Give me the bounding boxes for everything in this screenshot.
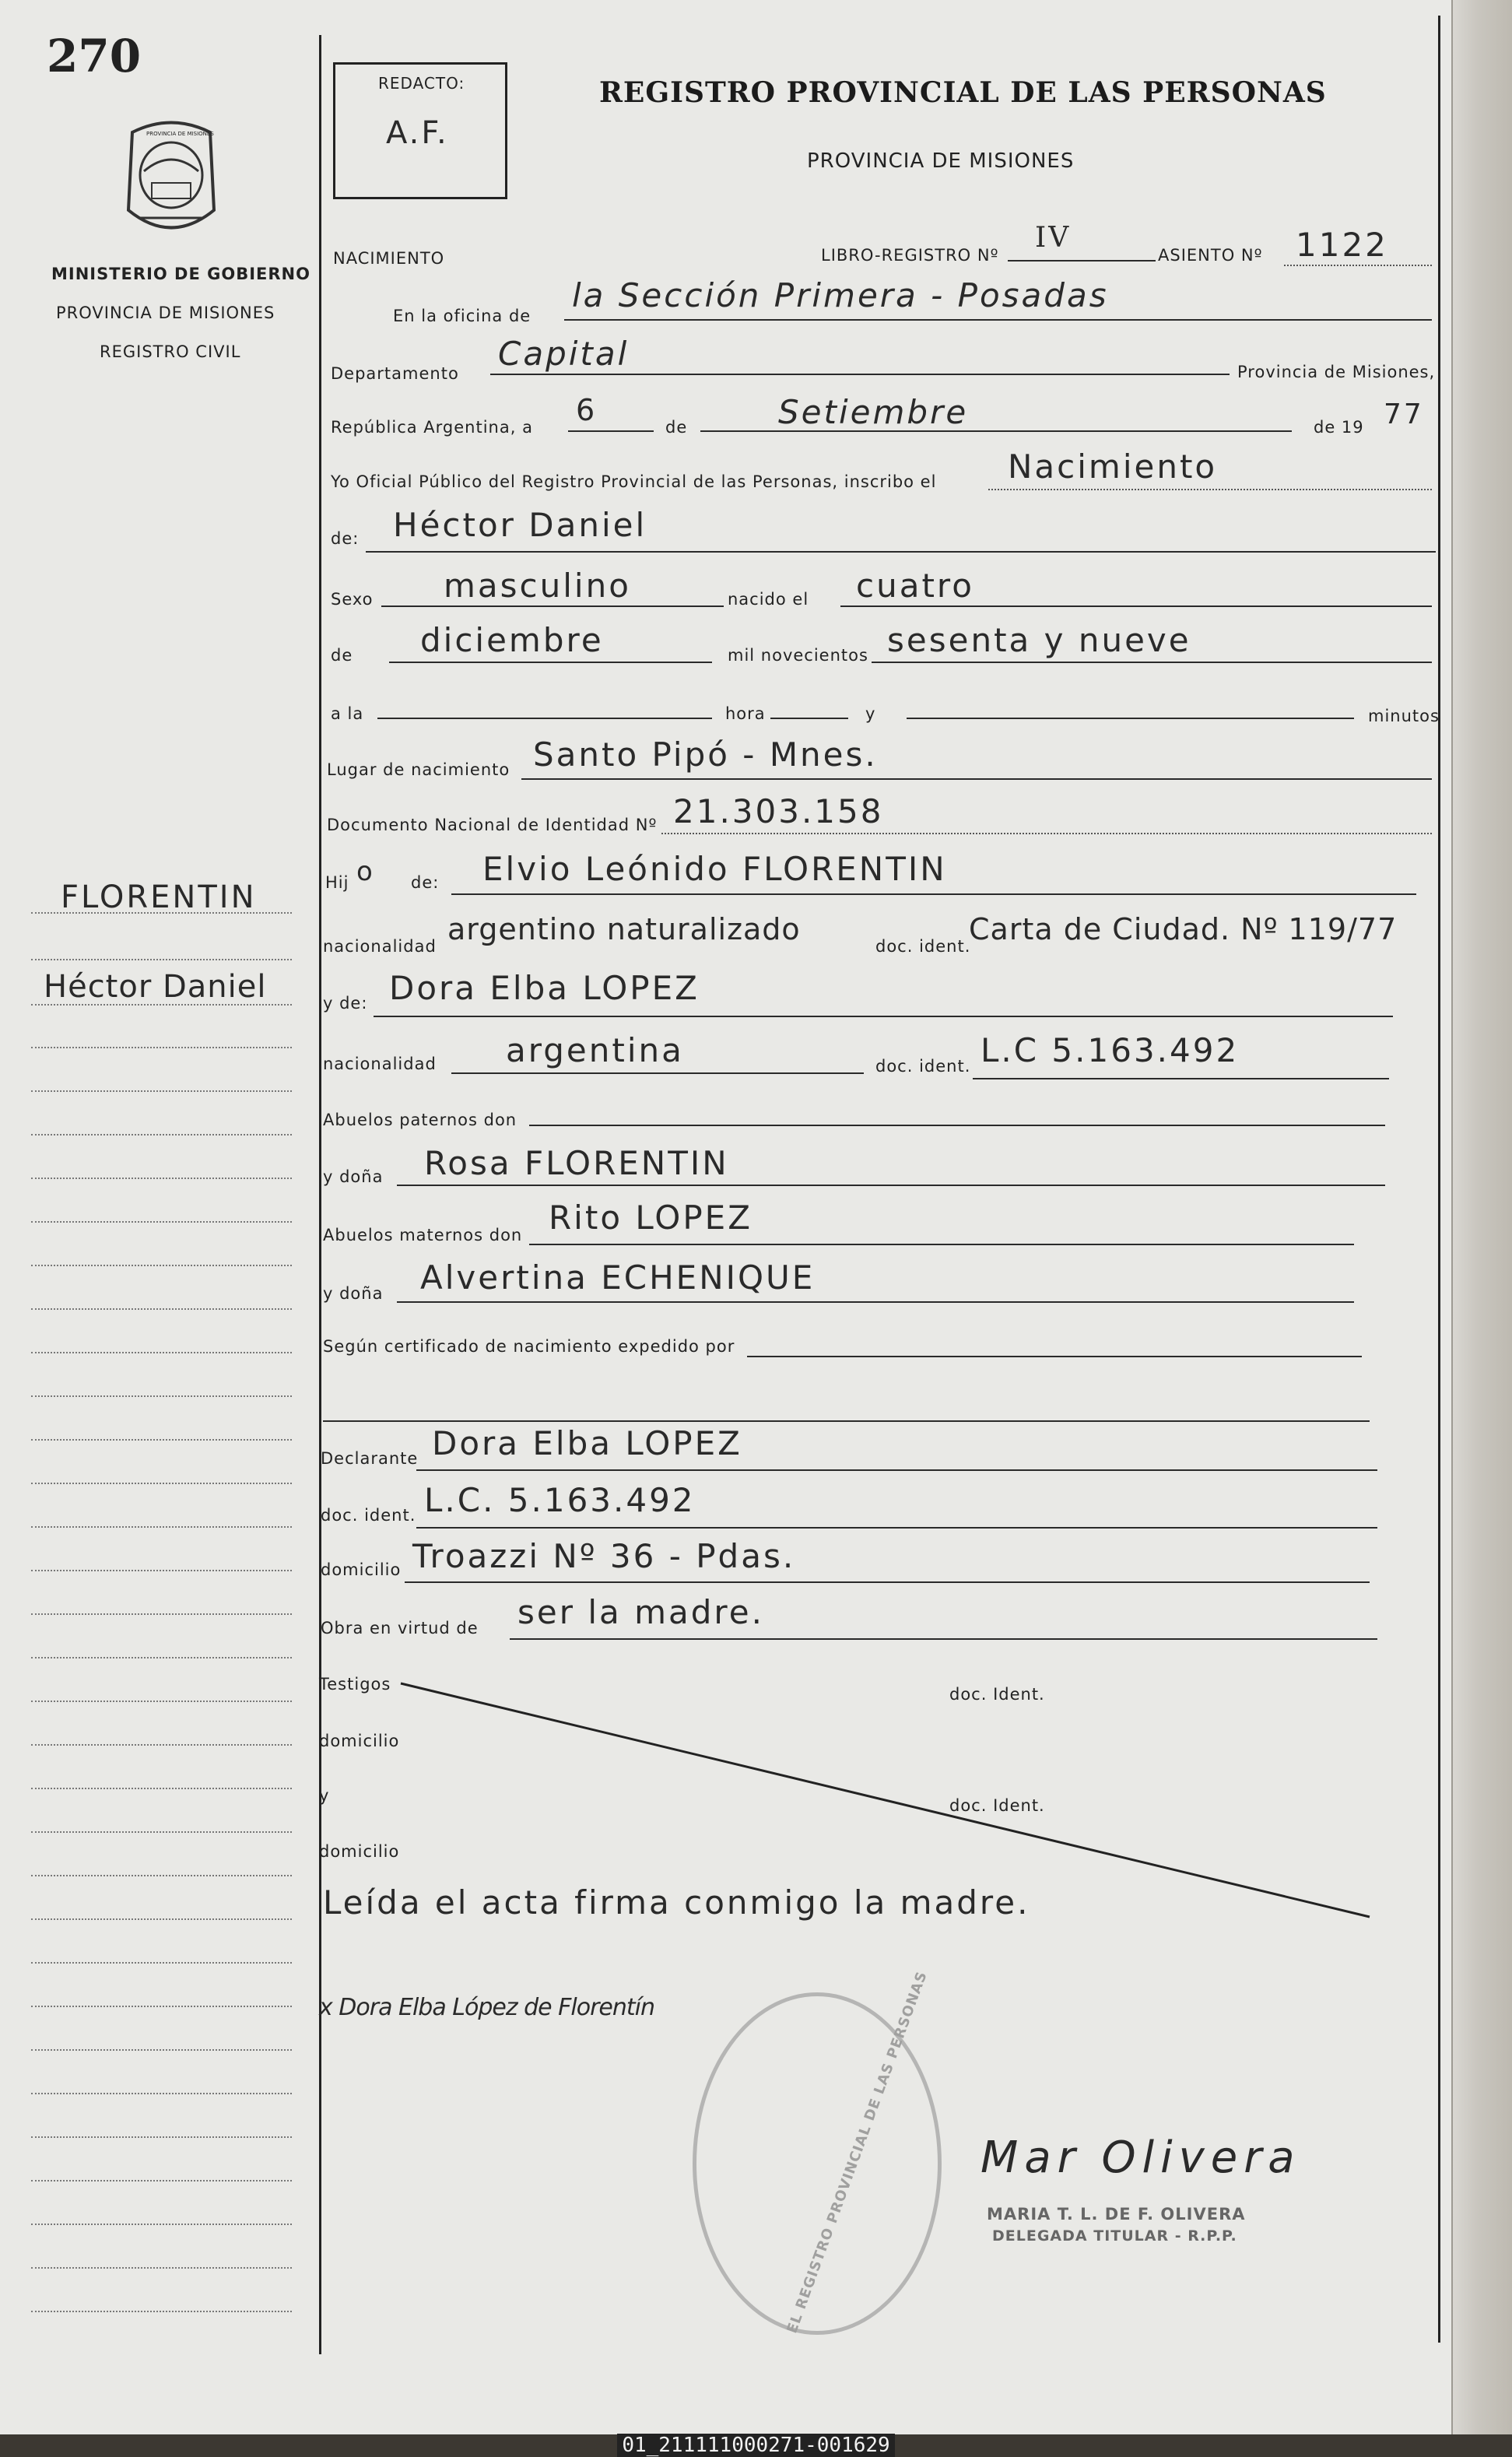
label-declarante: Declarante (321, 1449, 419, 1468)
margin-ruled-line (31, 2093, 292, 2094)
value-padre: Elvio Leónido FLORENTIN (482, 850, 947, 888)
province-name: PROVINCIA DE MISIONES (56, 304, 275, 322)
value-departamento: Capital (498, 335, 630, 373)
label-yo-oficial: Yo Oficial Público del Registro Provincial de las Personas, inscribo el (331, 472, 937, 491)
right-frame-line (1438, 16, 1440, 2343)
label-abuelos-maternos: Abuelos maternos don (323, 1226, 523, 1244)
label-y2: y (319, 1786, 330, 1805)
value-mes-nac: diciembre (420, 621, 604, 659)
label-nacido: nacido el (728, 590, 809, 609)
label-domicilio: domicilio (321, 1560, 402, 1579)
value-mes: Setiembre (778, 393, 969, 431)
line-segun (747, 1356, 1362, 1357)
label-nacimiento: NACIMIENTO (333, 249, 445, 268)
line-libro (1008, 260, 1156, 261)
value-obra: ser la madre. (517, 1593, 764, 1631)
dots-inscribo (988, 489, 1432, 490)
line-lugar (521, 778, 1432, 780)
label-de2: de (331, 646, 353, 665)
label-obra: Obra en virtud de (321, 1619, 479, 1637)
value-abuela-paterna: Rosa FLORENTIN (424, 1144, 729, 1182)
label-sexo: Sexo (331, 590, 374, 609)
label-de-colon: de: (331, 529, 360, 548)
margin-ruled-line (31, 1483, 292, 1484)
label-segun: Según certificado de nacimiento expedido por (323, 1337, 735, 1356)
line-hora (770, 718, 848, 719)
label-doc-ident5: doc. Ident. (949, 1796, 1045, 1815)
margin-given-names: Héctor Daniel (44, 969, 267, 1005)
line-abuelos-paternos (529, 1125, 1385, 1126)
margin-ruled-line (31, 1613, 292, 1615)
label-mil: mil novecientos (728, 646, 868, 665)
line-doc-declarante (416, 1527, 1377, 1529)
image-id: 01_211111000271-001629 (617, 2434, 894, 2457)
label-lugar: Lugar de nacimiento (327, 760, 510, 779)
line-anio-nac (872, 662, 1432, 663)
label-de-19: de 19 (1314, 418, 1364, 437)
margin-ruled-line (31, 2224, 292, 2225)
label-hij-de: de: (411, 873, 440, 892)
value-nacido: cuatro (856, 567, 974, 605)
registry-subtitle: PROVINCIA DE MISIONES (807, 149, 1075, 173)
margin-ruled-line (31, 1265, 292, 1266)
value-dni: 21.303.158 (673, 792, 884, 830)
ministry-name: MINISTERIO DE GOBIERNO (51, 265, 310, 283)
margin-ruled-line (31, 912, 292, 914)
label-nacionalidad2: nacionalidad (323, 1055, 437, 1073)
value-doc-padre: Carta de Ciudad. Nº 119/77 (969, 912, 1398, 946)
value-nac-madre: argentina (506, 1031, 684, 1069)
line-abuela-materna (397, 1301, 1354, 1303)
line-departamento (490, 374, 1230, 375)
value-sexo: masculino (444, 567, 631, 605)
margin-ruled-line (31, 1831, 292, 1833)
value-domicilio: Troazzi Nº 36 - Pdas. (412, 1537, 796, 1575)
label-oficina: En la oficina de (393, 307, 531, 325)
margin-ruled-line (31, 1788, 292, 1789)
value-nac-padre: argentino naturalizado (447, 912, 801, 946)
label-abuelos-paternos: Abuelos paternos don (323, 1111, 517, 1129)
margin-ruled-line (31, 1701, 292, 1702)
page-number: 270 (47, 30, 142, 82)
line-a-la (377, 718, 712, 719)
margin-ruled-line (31, 1395, 292, 1397)
line-mes-nac (389, 662, 712, 663)
book-spine (1451, 0, 1512, 2434)
label-departamento: Departamento (331, 364, 459, 383)
value-declarante: Dora Elba LOPEZ (432, 1424, 742, 1462)
value-oficina: la Sección Primera - Posadas (572, 276, 1109, 314)
margin-ruled-line (31, 1004, 292, 1006)
label-y: y (865, 704, 876, 723)
label-de: de (665, 418, 688, 437)
margin-ruled-line (31, 2049, 292, 2051)
line-mes (700, 430, 1292, 432)
value-nombre: Héctor Daniel (393, 506, 647, 544)
official-stamp (693, 1969, 942, 2336)
label-y-dona2: y doña (323, 1284, 384, 1303)
dots-dni (661, 833, 1432, 834)
line-padre (451, 893, 1416, 895)
label-minutos: minutos (1368, 707, 1440, 725)
margin-ruled-line (31, 2180, 292, 2181)
label-doc-ident2: doc. ident. (875, 1057, 971, 1076)
line-segun-2 (323, 1420, 1370, 1422)
label-y-dona: y doña (323, 1167, 384, 1186)
image-id-footer (0, 2434, 1512, 2457)
label-a-la: a la (331, 704, 364, 723)
line-oficina (564, 319, 1432, 321)
label-y-de: y de: (323, 994, 368, 1013)
line-obra (510, 1638, 1377, 1640)
registry-title: REGISTRO PROVINCIAL DE LAS PERSONAS (599, 76, 1327, 109)
margin-ruled-line (31, 2006, 292, 2007)
redacto-box (333, 62, 507, 199)
label-libro: LIBRO-REGISTRO Nº (821, 246, 999, 265)
margin-ruled-line (31, 1134, 292, 1135)
line-domicilio (405, 1581, 1370, 1583)
line-declarante (416, 1469, 1377, 1471)
margin-ruled-line (31, 1090, 292, 1092)
margin-ruled-line (31, 2311, 292, 2312)
line-dia (568, 430, 654, 432)
margin-ruled-line (31, 1439, 292, 1441)
label-republica: República Argentina, a (331, 418, 533, 437)
closing-statement: Leída el acta firma conmigo la madre. (323, 1883, 1030, 1922)
margin-ruled-line (31, 2136, 292, 2138)
label-hora: hora (725, 704, 766, 723)
margin-ruled-line (31, 1962, 292, 1964)
label-doc-ident3: doc. ident. (321, 1506, 416, 1525)
margin-ruled-line (31, 1918, 292, 1920)
value-asiento: 1122 (1296, 226, 1388, 264)
officer-signature: Mar Olivera (981, 2132, 1301, 2183)
line-nac-madre (451, 1072, 864, 1074)
office-name: REGISTRO CIVIL (100, 342, 241, 361)
line-doc-madre (973, 1078, 1389, 1079)
value-lugar: Santo Pipó - Mnes. (533, 735, 878, 774)
line-abuelo-materno (529, 1244, 1354, 1245)
value-madre: Dora Elba LOPEZ (389, 969, 700, 1007)
label-domicilio2: domicilio (319, 1732, 400, 1750)
stamp-text: EL REGISTRO PROVINCIAL DE LAS PERSONAS (784, 1969, 931, 2336)
officer-title: DELEGADA TITULAR - R.P.P. (992, 2227, 1237, 2245)
margin-ruled-line (31, 1744, 292, 1746)
line-sexo (381, 605, 724, 607)
redacto-value: A.F. (386, 115, 449, 151)
margin-ruled-line (31, 1308, 292, 1310)
value-anio-nac: sesenta y nueve (887, 621, 1191, 659)
value-doc-madre: L.C 5.163.492 (981, 1031, 1240, 1069)
seal-caption: PROVINCIA DE MISIONES (146, 131, 214, 137)
label-hij: Hij (325, 873, 349, 892)
margin-ruled-line (31, 2267, 292, 2269)
value-abuela-materna: Alvertina ECHENIQUE (420, 1258, 816, 1297)
label-doc-ident: doc. ident. (875, 937, 971, 956)
label-doc-ident4: doc. Ident. (949, 1685, 1045, 1704)
label-nacionalidad: nacionalidad (323, 937, 437, 956)
value-anio: 77 (1384, 398, 1424, 430)
margin-ruled-line (31, 1570, 292, 1571)
margin-surname: FLORENTIN (61, 879, 257, 915)
line-madre (374, 1016, 1393, 1017)
label-documento: Documento Nacional de Identidad Nº (327, 816, 658, 834)
value-hij-suffix: o (356, 856, 375, 887)
margin-ruled-line (31, 1221, 292, 1223)
redacto-label: REDACTO: (378, 74, 465, 93)
dots-asiento (1284, 265, 1432, 266)
label-testigos: Testigos (319, 1675, 391, 1694)
label-domicilio3: domicilio (319, 1842, 400, 1861)
line-nacido (840, 605, 1432, 607)
value-doc-declarante: L.C. 5.163.492 (424, 1481, 696, 1519)
margin-ruled-line (31, 959, 292, 960)
mother-signature: x Dora Elba López de Florentín (319, 1994, 655, 2021)
value-libro: IV (1035, 222, 1072, 254)
margin-ruled-line (31, 1526, 292, 1528)
margin-ruled-line (31, 1178, 292, 1179)
label-asiento: ASIENTO Nº (1158, 246, 1263, 265)
value-inscribo: Nacimiento (1008, 448, 1218, 486)
value-dia: 6 (576, 393, 598, 427)
margin-ruled-line (31, 1352, 292, 1353)
value-abuelo-materno: Rito LOPEZ (549, 1199, 752, 1237)
margin-ruled-line (31, 1875, 292, 1876)
line-y (907, 718, 1354, 719)
line-nombre (366, 551, 1436, 553)
officer-name: MARIA T. L. DE F. OLIVERA (987, 2205, 1246, 2224)
margin-ruled-line (31, 1047, 292, 1048)
label-provincia: Provincia de Misiones, (1237, 363, 1436, 381)
margin-ruled-line (31, 1657, 292, 1658)
line-abuela-paterna (397, 1185, 1385, 1186)
